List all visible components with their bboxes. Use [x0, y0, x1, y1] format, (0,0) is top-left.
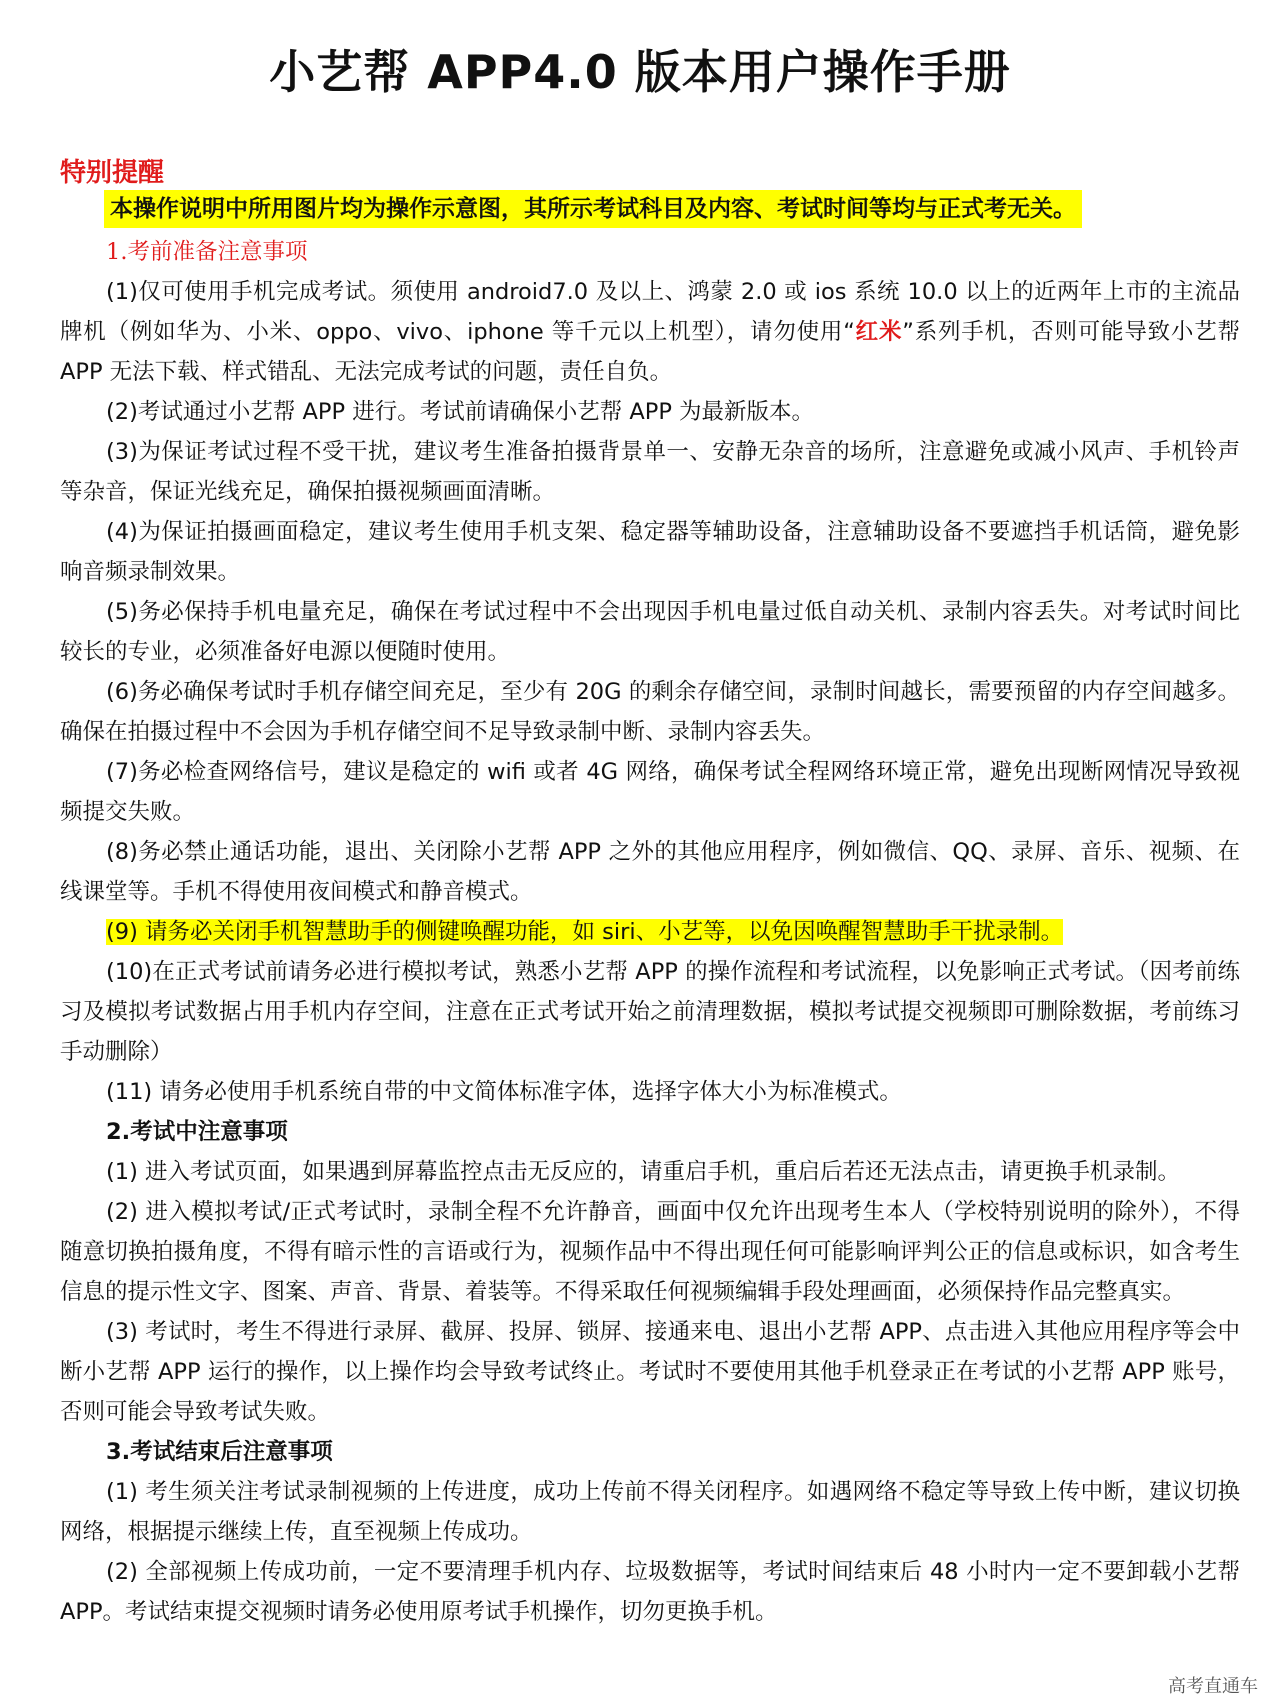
section1-item-7: (7)务必检查网络信号，建议是稳定的 wifi 或者 4G 网络，确保考试全程网络环境正常，避免出现断网情况导致视频提交失败。 [60, 759, 1240, 825]
section3-heading: 3.考试结束后注意事项 [106, 1439, 333, 1465]
special-reminder-label: 特别提醒 [60, 158, 165, 188]
section1-item-3: (3)为保证考试过程不受干扰，建议考生准备拍摄背景单一、安静无杂音的场所，注意避免或减小风声、手机铃声等杂音，保证光线充足，确保拍摄视频画面清晰。 [60, 439, 1240, 505]
section1-item-1-text-a: (1)仅可使用手机完成考试。须使用 android7.0 及以上、鸿蒙 2.0 或 ios 系统 10.0 以上的近两年上市的主流品牌机（例如华为、小米、oppo、vivo、iphone 等千元以上机型），请勿使用“ [60, 279, 1240, 345]
page-title: 小艺帮 APP4.0 版本用户操作手册 [269, 45, 1011, 99]
redmi-warning: 红米 [854, 319, 903, 345]
section1-item-4: (4)为保证拍摄画面稳定，建议考生使用手机支架、稳定器等辅助设备，注意辅助设备不要遮挡手机话筒，避免影响音频录制效果。 [60, 519, 1240, 585]
section1-item-2: (2)考试通过小艺帮 APP 进行。考试前请确保小艺帮 APP 为最新版本。 [106, 399, 815, 425]
section1-item-1 [60, 272, 1240, 392]
disclaimer-notice: 本操作说明中所用图片均为操作示意图，其所示考试科目及内容、考试时间等均与正式考无关。 [104, 190, 1082, 228]
section1-item-5: (5)务必保持手机电量充足，确保在考试过程中不会出现因手机电量过低自动关机、录制内容丢失。对考试时间比较长的专业，必须准备好电源以便随时使用。 [60, 599, 1240, 665]
section1-item-9-highlight: (9) 请务必关闭手机智慧助手的侧键唤醒功能，如 siri、小艺等，以免因唤醒智慧助手干扰录制。 [106, 919, 1064, 945]
section1-item-9 [60, 912, 1240, 952]
section1-item-1-text-b: ”系列手机，否则可能导致小艺帮 APP 无法下载、样式错乱、无法完成考试的问题，责任自负。 [60, 319, 1240, 385]
section1-heading: 1.考前准备注意事项 [106, 239, 308, 265]
section1-item-6: (6)务必确保考试时手机存储空间充足，至少有 20G 的剩余存储空间，录制时间越长，需要预留的内存空间越多。确保在拍摄过程中不会因为手机存储空间不足导致录制中断、录制内容丢失。 [60, 679, 1240, 745]
watermark: 高考直通车 [1168, 1676, 1258, 1697]
section2-item-2: (2) 进入模拟考试/正式考试时，录制全程不允许静音，画面中仅允许出现考生本人（学校特别说明的除外），不得随意切换拍摄角度，不得有暗示性的言语或行为，视频作品中不得出现任何可能影响评判公正的信息或标识，如含考生信息的提示性文字、图案、声音、背景、着装等。不得采取任何视频编辑手段处理画面，必须保持作品完整真实。 [60, 1199, 1240, 1305]
section3-item-1: (1) 考生须关注考试录制视频的上传进度，成功上传前不得关闭程序。如遇网络不稳定等导致上传中断，建议切换网络，根据提示继续上传，直至视频上传成功。 [60, 1479, 1240, 1545]
section2-heading: 2.考试中注意事项 [106, 1119, 288, 1145]
section1-item-11: (11) 请务必使用手机系统自带的中文简体标准字体，选择字体大小为标准模式。 [106, 1079, 902, 1105]
section2-item-3: (3) 考试时，考生不得进行录屏、截屏、投屏、锁屏、接通来电、退出小艺帮 APP、点击进入其他应用程序等会中断小艺帮 APP 运行的操作，以上操作均会导致考试终止。考试时不要使用其他手机登录正在考试的小艺帮 APP 账号，否则可能会导致考试失败。 [60, 1319, 1240, 1425]
section3-item-2: (2) 全部视频上传成功前，一定不要清理手机内存、垃圾数据等，考试时间结束后 48 小时内一定不要卸载小艺帮 APP。考试结束提交视频时请务必使用原考试手机操作，切勿更换手机。 [60, 1559, 1240, 1625]
document-body [60, 232, 1240, 1632]
section1-item-8: (8)务必禁止通话功能，退出、关闭除小艺帮 APP 之外的其他应用程序，例如微信、QQ、录屏、音乐、视频、在线课堂等。手机不得使用夜间模式和静音模式。 [60, 839, 1240, 905]
section1-item-10: (10)在正式考试前请务必进行模拟考试，熟悉小艺帮 APP 的操作流程和考试流程，以免影响正式考试。（因考前练习及模拟考试数据占用手机内存空间，注意在正式考试开始之前清理数据，模拟考试提交视频即可删除数据，考前练习手动删除） [60, 959, 1240, 1065]
section2-item-1: (1) 进入考试页面，如果遇到屏幕监控点击无反应的，请重启手机，重启后若还无法点击，请更换手机录制。 [106, 1159, 1181, 1185]
